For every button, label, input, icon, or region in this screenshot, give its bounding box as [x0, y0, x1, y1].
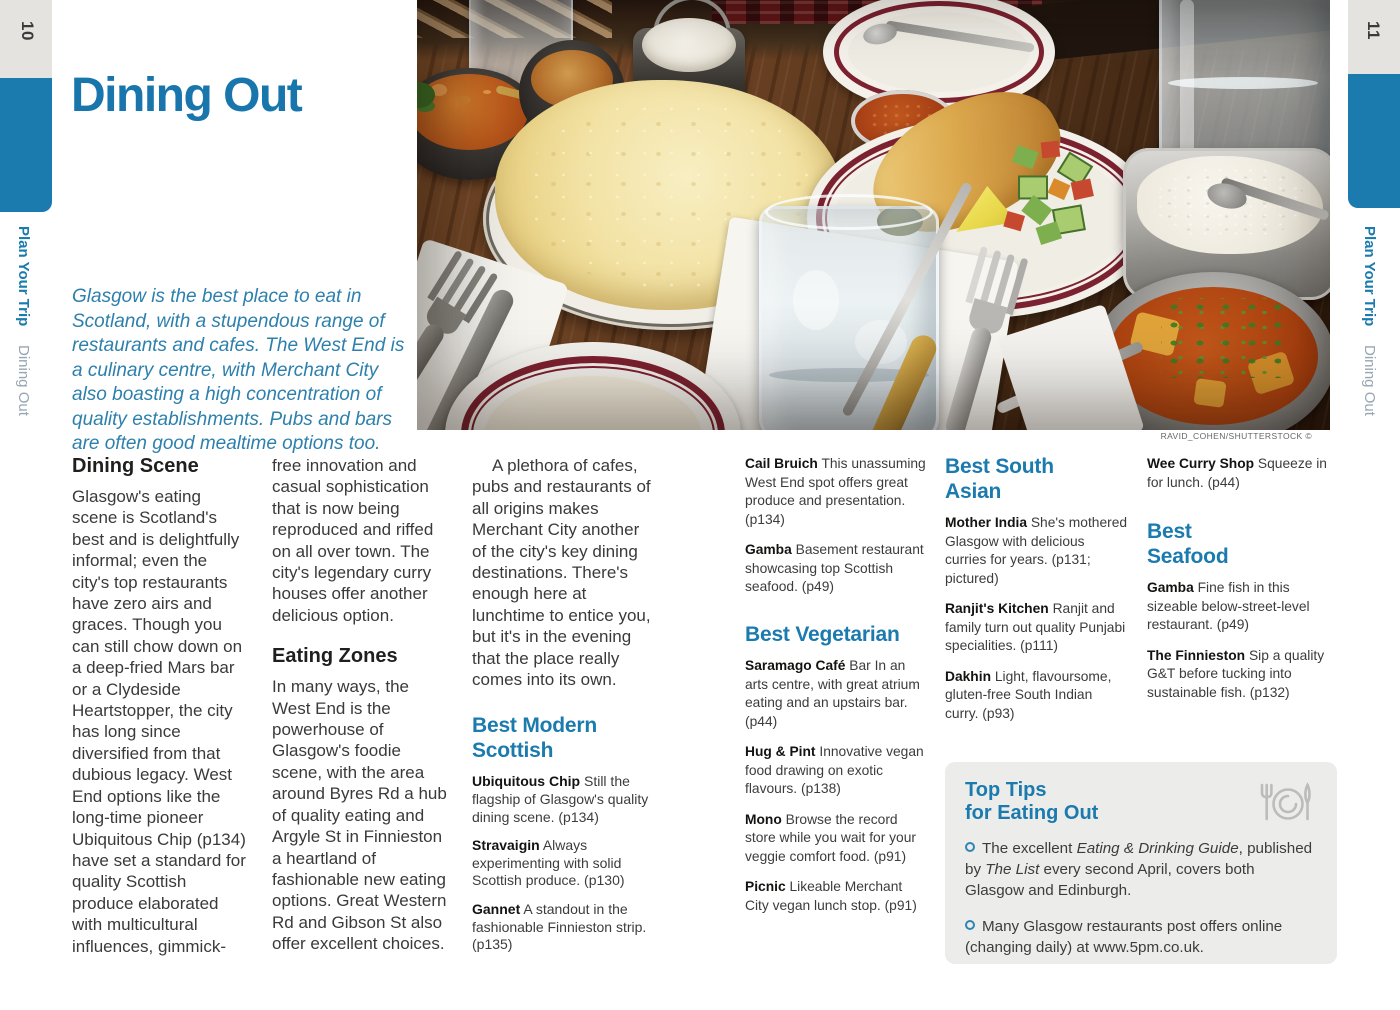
restaurant-entry — [472, 773, 658, 826]
restaurant-name: The Finnieston — [1147, 647, 1246, 663]
restaurant-desc: Light, flavoursome, gluten-free South Indian curry. (p93) — [945, 668, 1112, 721]
fork-plate-knife-icon — [1253, 780, 1315, 829]
restaurant-entry — [472, 901, 658, 954]
page-number-left: 10 — [18, 21, 37, 41]
restaurant-name: Hug & Pint — [745, 744, 816, 759]
restaurant-entry — [1147, 455, 1334, 492]
heading-line: Top Tips — [965, 779, 1047, 801]
food-photo — [417, 0, 1330, 430]
section-heading-best-seafood — [1147, 520, 1334, 569]
salad — [998, 134, 1132, 260]
restaurant-name: Gamba — [745, 542, 792, 557]
bullet-icon — [965, 842, 975, 852]
dinner-plate — [445, 342, 741, 430]
heading-line: for Eating Out — [965, 802, 1099, 824]
restaurant-name: Wee Curry Shop — [1147, 456, 1255, 471]
restaurant-entry — [745, 657, 928, 731]
section-heading-dining-scene: Dining Scene — [72, 455, 199, 477]
restaurant-entry — [745, 811, 928, 867]
restaurant-desc: Likeable Merchant City vegan lunch stop. (p91) — [745, 879, 917, 913]
tip-item — [965, 916, 1317, 958]
sidebar-chapter-label-right: Plan Your Trip — [1361, 226, 1378, 327]
restaurant-desc: Innovative vegan food drawing on exotic flavours. (p138) — [745, 744, 924, 796]
restaurant-name: Ubiquitous Chip — [472, 773, 581, 790]
restaurant-desc: Browse the record store while you wait for your veggie comfort food. (p91) — [745, 811, 916, 864]
restaurant-desc: She's mothered Glasgow with delicious curries for years. (p131; pictured) — [945, 515, 1128, 586]
restaurant-name: Dakhin — [945, 668, 991, 684]
dining-scene-text-continued: free innovation and casual sophistication that is now being reproduced and riffed on all over town. The city's legendary curry houses offer another delicious option. — [272, 456, 434, 625]
restaurant-name: Ranjit's Kitchen — [945, 601, 1049, 616]
restaurant-desc: A standout in the fashionable Finnieston strip. (p135) — [472, 901, 647, 953]
restaurant-name: Mother India — [945, 515, 1028, 530]
restaurant-name: Gamba — [1147, 580, 1194, 595]
eating-zones-text-continued: A plethora of cafes, pubs and restaurants of all origins makes Merchant City another of the city's key dining destinations. There's enough here at lunchtime to entice you, but it's in the evening that the place really comes into its own. — [472, 456, 651, 690]
restaurant-desc: Squeeze in for lunch. (p44) — [1147, 456, 1327, 490]
restaurant-name: Cail Bruich — [745, 456, 818, 471]
restaurant-name: Mono — [745, 811, 782, 827]
page-number-right: 11 — [1364, 21, 1383, 40]
dining-scene-text: Glasgow's eating scene is Scotland's best and is delightfully informal; even the city's top restaurants have zero airs and graces. Though you can still chow down on a deep-fried Mars bar or a Clydeside Heartstopper, the city has long since diversified from that dubious legacy. West End options like the long-time pioneer Ubiquitous Chip (p134) have set a standard for quality Scottish produce elaborated with multicultural influences, gimmick- — [72, 487, 246, 956]
section-heading-best-south-asian — [945, 455, 1128, 504]
restaurant-name: Gannet — [472, 901, 521, 918]
column-best-seafood — [1147, 455, 1334, 714]
section-heading-best-modern-scottish — [472, 714, 658, 763]
restaurant-entry — [745, 878, 928, 915]
section-heading-eating-zones: Eating Zones — [272, 645, 398, 668]
intro-text: Glasgow is the best place to eat in Scotland, with a stupendous range of restaurants and cafes. The West End is a culinary centre, with Merchant City also boasting a high concentration of quality establishments. Pubs and bars are often good mealtime options too. — [72, 286, 405, 454]
heading-line: Scottish — [472, 738, 554, 762]
heading-line: Best Modern — [472, 714, 597, 738]
restaurant-entry — [745, 541, 928, 597]
heading-line: Seafood — [1147, 544, 1229, 568]
restaurant-entry — [745, 743, 928, 799]
column-best-modern-scottish — [472, 455, 658, 965]
section-heading-best-vegetarian: Best Vegetarian — [745, 622, 900, 646]
restaurant-entry — [472, 837, 658, 890]
restaurant-desc: Basement restaurant showcasing top Scottish seafood. (p49) — [745, 542, 924, 594]
heading-line: Best — [1147, 520, 1192, 543]
eating-zones-text: In many ways, the West End is the powerhouse of Glasgow's foodie scene, with the area around Byres Rd a hub of quality eating and Argyle St in Finnieston a heartland of fashionable new eating options. Great Western Rd and Gibson St also offer excellent choices. — [272, 677, 447, 954]
column-eating-zones — [272, 455, 451, 955]
bullet-icon — [965, 920, 975, 930]
heading-line: Best South — [945, 455, 1054, 478]
restaurant-entry — [945, 600, 1128, 656]
restaurant-entry — [745, 455, 928, 529]
tip-text: The excellent Eating & Drinking Guide, published by The List every second April, covers both Glasgow and Edinburgh. — [965, 840, 1313, 899]
restaurant-desc: Ranjit and family turn out quality Punjabi specialities. (p111) — [945, 601, 1126, 653]
sidebar-section-label-left: Dining Out — [15, 345, 32, 416]
sidebar-section-label-right: Dining Out — [1361, 345, 1378, 416]
photo-credit: RAVID_COHEN/SHUTTERSTOCK © — [1160, 431, 1312, 441]
sidebar-chapter-label-left: Plan Your Trip — [15, 226, 32, 327]
column-dining-scene — [72, 455, 248, 957]
restaurant-entry — [945, 668, 1128, 724]
restaurant-name: Picnic — [745, 879, 786, 894]
top-tips-box — [945, 762, 1337, 964]
restaurant-desc: This unassuming West End spot offers great produce and presentation. (p134) — [745, 456, 926, 527]
page-title: Dining Out — [71, 69, 302, 123]
column-best-south-asian — [945, 455, 1128, 735]
tip-item — [965, 838, 1317, 901]
restaurant-desc: Still the flagship of Glasgow's quality dining scene. (p134) — [472, 773, 649, 825]
restaurant-entry — [1147, 647, 1334, 703]
restaurant-name: Saramago Café — [745, 658, 846, 673]
chapter-color-tab-left — [0, 78, 52, 212]
tip-text: Many Glasgow restaurants post offers online (changing daily) at www.5pm.co.uk. — [965, 918, 1283, 956]
heading-line: Asian — [945, 479, 1002, 503]
restaurant-desc: Fine fish in this sizeable below-street-level restaurant. (p49) — [1147, 580, 1310, 632]
restaurant-entry — [945, 514, 1128, 588]
restaurant-desc: Always experimenting with solid Scottish produce. (p130) — [472, 837, 625, 889]
column-best-vegetarian — [745, 455, 928, 927]
restaurant-name: Stravaigin — [472, 837, 540, 854]
restaurant-desc: Sip a quality G&T before tucking into sustainable fish. (p132) — [1147, 647, 1325, 700]
restaurant-desc: Bar In an arts centre, with great atrium eating and an upstairs bar. (p44) — [745, 658, 920, 729]
restaurant-entry — [1147, 579, 1334, 635]
chapter-color-tab-right — [1348, 74, 1400, 208]
